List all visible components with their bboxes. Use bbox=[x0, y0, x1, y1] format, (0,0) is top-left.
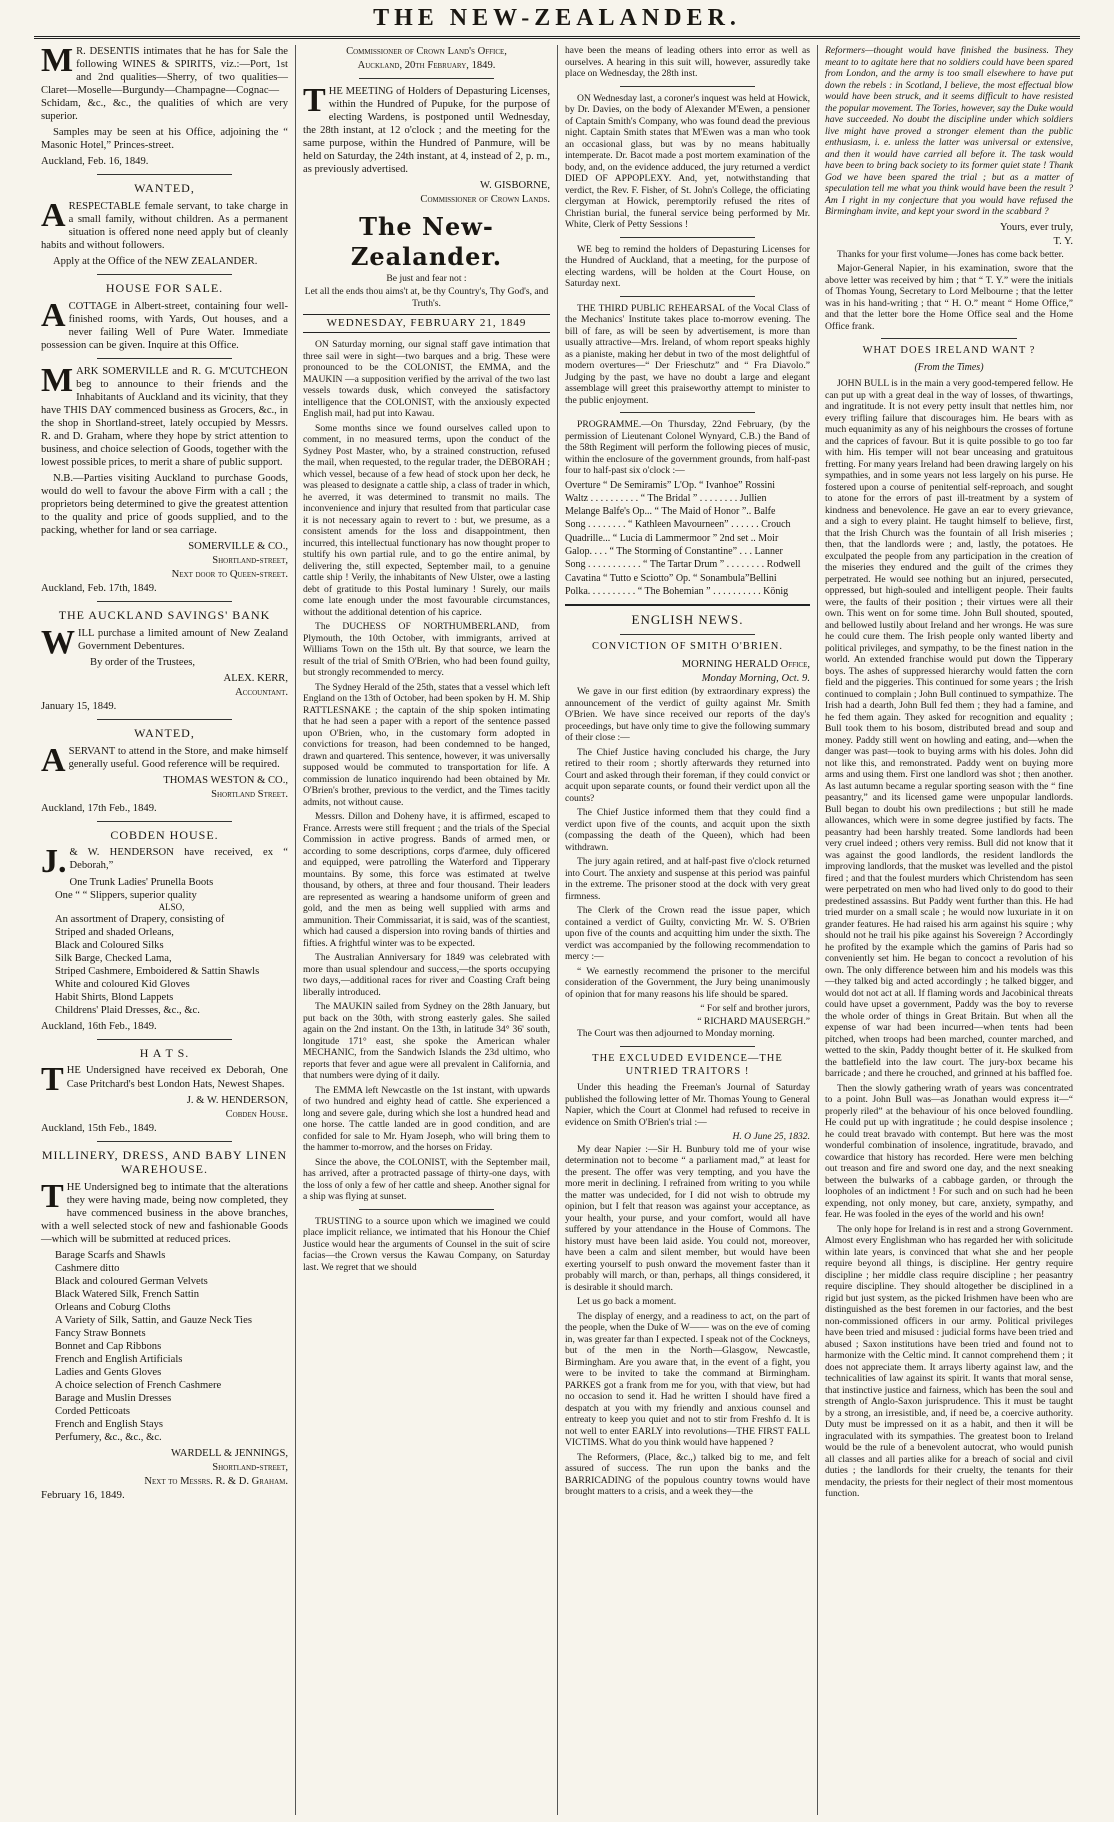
editorial-paragraph: The Sydney Herald of the 25th, states that a vessel which left England on the 13th of October, had been spoken by H. M. Ship RATTLESNAKE ; the captain of the ship spoken intimating that he had seen a paper with a report of the sentence passed upon O'Brien, who, in the customary form adopted in convictions for treason, had been condemned to be hanged, drawn and quartered. This sentence, however, it was universally supposed would be commuted to transportation for life. A commission de lunatico inquirendo had been obtained by Mr. O'Brien's brother, previous to the verdict, and the Times tacitly admits, not without cause. bbox=[303, 681, 550, 808]
ad-somerville bbox=[41, 361, 288, 469]
article-paragraph: The Reformers, (Place, &c.,) talked big to me, and felt assured of success. The run upon the banks and the BARRICADING of the populous country towns would have brought matters to a crisis, and a week they—the bbox=[565, 1451, 810, 1498]
list-item: Fancy Straw Bonnets bbox=[55, 1328, 146, 1340]
programme-item: Cavatina “ Tutto e Sciotto” Op. “ Sonambula”Bellini bbox=[565, 572, 777, 584]
editorial-paragraph: The MAUKIN sailed from Sydney on the 28th January, but put back on the 30th, with strong easterly gales. She sailed again on the 2nd instant. On the 13th, in latitude 34° 36' south, longitude 171° east, she spoke the American whaler MECHANIC, from the Sandwich Islands the 23d ultimo, who reports that fever and ague were all prevalent in California, and that numbers were dying of it daily. bbox=[303, 1001, 550, 1082]
paper-name: The New-Zealander. bbox=[350, 212, 503, 271]
ad-signature: Shortland-street, bbox=[212, 555, 288, 566]
ad-date: Auckland, 17th Feb., 1849. bbox=[41, 802, 157, 814]
list-item: Childrens' Plaid Dresses, &c., &c. bbox=[55, 1004, 200, 1016]
programme-item: Polka. . . . . . . . . . “ The Bohemian ” . . . . . . . . . . König bbox=[565, 585, 789, 597]
editorial-paragraph: Messrs. Dillon and Doheny have, it is affirmed, escaped to France. Arrests were still frequent ; and the trials of the Special Commission in active progress. Bands of armed men, or according to some descriptions, corps d'armee, duly officered and equipped, were patrolling the Waterford and Tipperary mountains. By some, this force was estimated at twelve thousand, by others, at three and four thousand. Their leaders are represented as wearing a handsome uniform of green and gold, and the men as being well supplied with arms and ammunition. Their Commissariat, it is said, was of the scantiest, which had caused a dispersion into roving bands of thirties and fifties. A frightful winter was to be expected. bbox=[303, 811, 550, 949]
ad-text: R. DESENTIS intimates that he has for Sale the following WINES & SPIRITS, viz.:—Port, 1st and 2nd qualities—Sherry, of two qualities—Claret—Moselle—Burgundy—Champagne—Cognac—Schidam, &c., &c., the qualities of which are very superior. bbox=[41, 46, 288, 123]
ad-signature: Accountant. bbox=[235, 686, 288, 698]
divider bbox=[881, 338, 1017, 339]
programme-item: Quadrille... “ Lucia di Lammermoor ” 2nd set .. Moir bbox=[565, 532, 779, 544]
programme-item: Waltz . . . . . . . . . . “ The Bridal ” . . . . . . . . Jullien bbox=[565, 492, 767, 504]
programme-item: Galop. . . . “ The Storming of Constantine” . . . Lanner bbox=[565, 545, 783, 557]
divider bbox=[97, 1039, 233, 1040]
list-item: An assortment of Drapery, consisting of bbox=[55, 913, 225, 925]
ad-text: HE Undersigned have received ex Deborah, One Case Pritchard's best London Hats, Newest Shapes. bbox=[66, 1065, 288, 1090]
ad-date: January 15, 1849. bbox=[41, 700, 117, 712]
notice-signature: Auckland, 20th February, 1849. bbox=[357, 60, 496, 72]
drop-cap: J. bbox=[41, 843, 67, 881]
editorial-paragraph: The DUCHESS OF NORTHUMBERLAND, from Plymouth, the 10th October, with immigrants, arrived at Williams Town on the 15th ult. By that source, we learn the result of the trial of Smith O'Brien, who had been found guilty, but strongly recommended to mercy. bbox=[303, 621, 550, 679]
divider bbox=[565, 604, 810, 606]
ad-date: Auckland, Feb. 17th, 1849. bbox=[41, 583, 157, 595]
column-2 bbox=[296, 45, 558, 1815]
ad-text: N.B.—Parties visiting Auckland to purchase Goods, would do well to favour the above Firm with a call ; the proprietors being determined to give the greatest attention to the quality and price of goods supplied, and to the packing, whether for land or sea carriage. bbox=[41, 472, 288, 536]
divider bbox=[620, 412, 755, 413]
article-paragraph: JOHN BULL is in the main a very good-tempered fellow. He can put up with a great deal in the way of losses, of thwartings, and ingratitude. It is not every petty insult that nettles him, nor every trifling failure that discourages him. He bears with as much equanimity as any of his neighbours the crosses of fortune and the caprices of favour. But it is quite possible to go too far with him. His temper will not bear unceasing and gratuitous fretting. For many years Ireland had been drawing largely on his sympathies, and in some years not less largely on his purse. He fostered upon a course of penitential self-reproach, and sought to atone for the errors of past ill-treatment by a system of kindness and benevolence. He gave an ear to every grievance, and a sigh to every plaint. He taught himself to believe, first, that the Irish Church was the fountain of all Irish miseries ; then, that the landlords were ; and, lastly, the potatoes. He exculpated the people from any participation in the creation of the miseries they endured and the guilt of the crimes they perpetrated. He would see nothing but an injured, persecuted, oppressed, but high-souled and intelligent people. Their faults were, the faults of their position ; their virtues were all their own. This went on for some time. John Bull shouted, spouted, and bellowed lustily about Ireland and her wrongs. He was sure he could cure them. The Irish people only wanted liberty and political privileges, and sympathy, to be the finest nation in the world. An extended franchise would put down the Tipperary boys. The ashes of suppressed hierarchy would fatten the corn field and the piggeries. This continued for some years ; the Irish continued to complain ; John Bull continued to sympathize. The Irish had a dearth, John Bull fed them ; they had a famine, and he fed them again. They asked for recognition and equality ; Bull took them to his bosom, distributed bread and soup and money. Paddy still went on howling and eating, and—when the danger was past—took to buying arms with his doles. John did not like this, and remonstrated. Paddy went on buying more arms and using them. First one landlord was shot ; then another. As last autumn became a regular sporting season with the “ fine peasantry,” and its licensed game were unpopular landlords. Bull began to doubt his own predilections ; but still he made allowances, which were in some degree justified by facts. The peasantry had been harshly treated. Some landlords had been very cruel indeed ; others very remiss. Bull did not know that it was against the good landlords, the resident landlords the improving landlords, that the musket was levelled and the pistol fired ; and that the foulest murders which Christendom has seen were perpetrated on men who had lived only to do good to their predestined assassins. But Paddy went further than this. He had tried murder on a small scale ; he would now luxuriate in it on grander features. He had raised his arm against his squire ; why should not he trail his pike against his Sovereign ? Accordingly he profited by the example which the gamins of Paris had so conveniently set him. He began to concoct a revolution of his own. The only difference between him and his models was this—they talked big and acted accordingly ; he talked bigger, and would dot not act at all. If flaming words and Jacobinical threats could have upset a government, Paddy was the boy to reverse the whole order of things in Great Britain. But when all the expense of war had been incurred—when tents had been pitched, when troops had been marched, counter marched, and wetted to the skin, Paddy thought better of it. He skulked from the battlefield into the law court. The jury-box became his barricade ; and there he crouched, and grinned at his baffled foe. bbox=[825, 378, 1073, 1080]
article-paragraph: Under this heading the Freeman's Journal of Saturday published the following letter of Mr. Thomas Young to General Napier, which the Court at Clonmel had refused to receive in evidence on Smith O'Brien's trial :— bbox=[565, 1082, 810, 1128]
motto-line: Be just and fear not : bbox=[386, 273, 467, 285]
ad-text: RESPECTABLE female servant, to take charge in a small family, without children. As a permanent situation is offered none need apply but of cleanly habits and without followers. bbox=[41, 200, 288, 251]
list-item: French and English Stays bbox=[55, 1419, 163, 1431]
editorial-paragraph: WE beg to remind the holders of Depasturing Licenses for the Hundred of Auckland, that a meeting, for the purpose of electing wardens, will be holden at the Court House, on Saturday next. bbox=[565, 243, 810, 289]
ad-signature: Next to Messrs. R. & D. Graham. bbox=[144, 1476, 288, 1488]
ad-signature: SOMERVILLE & CO., bbox=[188, 540, 288, 552]
column-4 bbox=[818, 45, 1080, 1815]
article-paragraph: The Chief Justice having concluded his charge, the Jury retired to their room ; shortly afterwards they returned into Court and asked through their foreman, if they could convict or acquit upon separate counts, or found their verdict upon all the counts? bbox=[565, 746, 810, 804]
ad-wanted-store bbox=[41, 741, 288, 779]
list-item: Silk Barge, Checked Lama, bbox=[55, 952, 172, 964]
divider bbox=[97, 358, 233, 359]
drop-cap: A bbox=[41, 296, 66, 334]
list-item: Barage Scarfs and Shawls bbox=[55, 1250, 166, 1262]
article-paragraph: Major-General Napier, in his examination, swore that the above letter was received by him ; that “ T. Y.” were the initials of Thomas Young, Secretary to Lord Melbourne ; that the letter was in his hand-writing ; that “ H. O.” meant “ Home Office,” and that the letter bore the Home Office seal and the Home Office frank. bbox=[825, 263, 1073, 332]
motto-line: Let all the ends thou aims't at, be thy Country's, Thy God's, and Truth's. bbox=[304, 286, 549, 309]
article-source: Monday Morning, Oct. 9. bbox=[701, 673, 810, 685]
ad-text: COTTAGE in Albert-street, containing four well-finished rooms, with Yards, Out houses, and a never failing Well of Pure Water. Immediate possession can be given. Inquire at this Office. bbox=[41, 300, 288, 351]
ad-heading: HOUSE FOR SALE. bbox=[105, 280, 224, 295]
ad-hats bbox=[41, 1061, 288, 1099]
list-item: Ladies and Gents Gloves bbox=[55, 1367, 162, 1379]
ad-signature: THOMAS WESTON & CO., bbox=[163, 774, 288, 786]
ad-heading: THE AUCKLAND SAVINGS' BANK bbox=[58, 608, 271, 623]
editorial-paragraph: TRUSTING to a source upon which we imagined we could place implicit reliance, we intimated that his Honour the Chief Justice would hear the arguments of Counsel in the suit of scire facias—the Crown versus the Kawau Company, on Saturday last. We regret that we should bbox=[303, 1215, 550, 1273]
column-1 bbox=[34, 45, 296, 1815]
ad-wanted-servant bbox=[41, 196, 288, 252]
divider bbox=[97, 274, 233, 275]
ad-signature: WARDELL & JENNINGS, bbox=[170, 1448, 288, 1460]
divider bbox=[620, 1046, 755, 1047]
article-paragraph: Reformers—thought would have finished the business. They meant to to agitate here that no soldiers could have been spared from London, and the army is too small elsewhere to have put down the rebels : in Scotland, I believe, the most effectual blow would have been struck, and it seems difficult to have resisted the popular movement. The Tories, however, say the Duke would have succeeded. No doubt the discipline under which soldiers live might have proved a stronger element than the public enthusiasm, i. e. unless the latter was universal or extensive, and then it would have carried all before it. The task would have been to bring back society to its former quiet state ! Thank God we have been spared the trial ; but as a matter of speculation tell me what you think would have been the result ? Am I right in my conjecture that you would have refused the Birmingham invite, and kept your sword in the scabbard ? bbox=[825, 45, 1073, 217]
programme-list bbox=[565, 480, 810, 599]
article-paragraph: The only hope for Ireland is in rest and a strong Government. Almost every Englishman who has regarded her with solicitude within late years, is convinced that what she and her people require beyond all things, is discipline. Her gentry require discipline ; her middle class require discipline ; her peasantry require discipline. They should altogether be disciplined in a rigid but just system, as the picked Irishmen have been who are distinguished as the best foremen in our factories, and the best non-commissioned officers in our army. Political privileges have been tried and misused : judicial forms have been tried and abused ; Saxon institutions have been tried and found not to harmonize with the Celtic mind. It cannot comprehend them ; it does not appreciate them. It arrays liberty against law, and the technicalities of law against its spirit. It wants that moral sense, that instinctive justice and fairness, which has been the soul and strength of Anglo-Saxon jurisprudence. This it must be taught by a strong, an irresistible, and, if need be, a coercive authority. Duty must be impressed on it as a habit, and then it will be ingraculated with its sympathies. The greatest boon to Ireland would be the rule of a benevolent autocrat, who would punish all classes and all parties alike for a breach of social and civil duties ; the landlords for their cruelty, the tenants for their mendacity, the priests for their neglect of their most momentous function. bbox=[825, 1223, 1073, 1500]
article-heading: THE EXCLUDED EVIDENCE—THE UNTRIED TRAITORS ! bbox=[592, 1052, 783, 1077]
article-paragraph: “ For self and brother jurors, bbox=[700, 1003, 810, 1015]
letter-date: H. O June 25, 1832. bbox=[732, 1131, 810, 1143]
ad-date: Auckland, Feb. 16, 1849. bbox=[41, 156, 149, 168]
millinery-item-list bbox=[55, 1249, 288, 1444]
ad-text: HE Undersigned beg to intimate that the alterations they were having made, being now completed, they have commenced business in the above branches, with a well selected stock of new and fashionable Goods—which will be submitted at reduced prices. bbox=[41, 1182, 288, 1246]
letter-closing: Yours, ever truly, bbox=[1000, 221, 1073, 233]
editorial-dateline: WEDNESDAY, FEBRUARY 21, 1849 bbox=[303, 314, 550, 334]
article-source: MORNING HERALD Office, bbox=[681, 659, 810, 671]
ad-heading: MILLINERY, DRESS, AND BABY LINEN WAREHOUSE. bbox=[41, 1147, 288, 1177]
ad-signature: Shortland Street. bbox=[211, 788, 288, 800]
list-item: French and English Artificials bbox=[55, 1354, 183, 1366]
list-item: Striped Cashmere, Emboidered & Sattin Shawls bbox=[55, 965, 260, 977]
ad-heading: COBDEN HOUSE. bbox=[110, 827, 219, 842]
editorial-paragraph: The Australian Anniversary for 1849 was celebrated with more than usual splendour and success,—the sports occupying two days,—additional races for river and Coasting Craft being liberally introduced. bbox=[303, 952, 550, 998]
divider bbox=[97, 1141, 233, 1142]
programme-item: Overture “ De Semiramis” L'Op. “ Ivanhoe” Rossini bbox=[565, 479, 776, 491]
masthead-title: THE NEW-ZEALANDER. bbox=[373, 5, 741, 31]
editorial-paragraph: ON Wednesday last, a coroner's inquest was held at Howick, by Dr. Davies, on the body of Alexander M'Ewen, a pensioner of Captain Smith's Company, who was found dead the previous night. Captain Smith states that M'Ewen was a man who took an occasional glass, but was by no means habitually intemperate. Dr. Bacot made a post mortem examination of the body, and, on the evidence adduced, the jury returned a verdict DIED OF APPOPLEXY. And, yet, notwithstanding that verdict, the Rev. F. Fisher, of St. John's College, the officiating clergyman at Howick, peremptorily refused the rites of Christian burial, the funeral service being performed by Mr. White, Clerk of Petty Sessions ! bbox=[565, 92, 810, 230]
ad-signature: Next door to Queen-street. bbox=[171, 569, 288, 581]
list-item: White and coloured Kid Gloves bbox=[55, 978, 190, 990]
ad-date: Auckland, 15th Feb., 1849. bbox=[41, 1122, 157, 1134]
list-item: Perfumery, &c., &c., &c. bbox=[55, 1432, 162, 1444]
divider bbox=[97, 719, 233, 720]
list-item: Orleans and Coburg Cloths bbox=[55, 1302, 171, 1314]
ad-heading: WANTED, bbox=[134, 725, 195, 740]
editorial-paragraph: The EMMA left Newcastle on the 1st instant, with upwards of two hundred and eighty head of cattle. She experienced a long and severe gale, during which she lost a hundred head and one horse. The cattle landed are in good condition, and are confided for sale to Mr. Hyam Joseph, who will bring them to the hammer to-morrow, and the horses on Friday. bbox=[303, 1084, 550, 1154]
divider bbox=[97, 174, 233, 175]
list-item: One “ “ Slippers, superior quality bbox=[55, 889, 197, 901]
notice-signature: Commissioner of Crown Lands. bbox=[420, 194, 550, 206]
drop-cap: A bbox=[41, 196, 66, 234]
programme-item: Melange Balfe's Op... “ The Maid of Honor ”.. Balfe bbox=[565, 506, 776, 518]
list-item: Black and Coloured Silks bbox=[55, 939, 164, 951]
article-paragraph: The Clerk of the Crown read the issue paper, which contained a verdict of Guilty, convicting Mr. W. S. O'Brien upon five of the counts and acquitting him under the sixth. The verdict was accompanied by the following recommendation to mercy :— bbox=[565, 905, 810, 963]
divider bbox=[620, 296, 755, 297]
article-heading: CONVICTION OF SMITH O'BRIEN. bbox=[592, 641, 783, 653]
editorial-paragraph: have been the means of leading others into error as well as ourselves. A hearing in this suit will, however, assuredly take place on Wednesday, the 28th inst. bbox=[565, 45, 810, 79]
notice-signature: Commissioner of Crown Land's Office, bbox=[346, 46, 507, 57]
list-item: Bonnet and Cap Ribbons bbox=[55, 1341, 162, 1353]
article-paragraph: Let us go back a moment. bbox=[577, 1296, 677, 1308]
list-item: Striped and shaded Orleans, bbox=[55, 926, 174, 938]
article-paragraph: The Court was then adjourned to Monday morning. bbox=[577, 1028, 775, 1040]
ad-text: SERVANT to attend in the Store, and make himself generally useful. Good reference will be required. bbox=[68, 745, 288, 770]
list-item: A choice selection of French Cashmere bbox=[55, 1380, 222, 1392]
ad-text: Apply at the Office of the NEW ZEALANDER. bbox=[53, 255, 258, 267]
article-paragraph: “ We earnestly recommend the prisoner to the merciful consideration of the Government, the Jury being unanimously of opinion that for many reasons his life should be spared. bbox=[565, 965, 810, 1000]
drop-cap: M bbox=[41, 45, 74, 79]
ad-date: Auckland, 16th Feb., 1849. bbox=[41, 1020, 157, 1032]
divider bbox=[620, 634, 755, 635]
programme-item: Song . . . . . . . . . . . “ The Tartar Drum ” . . . . . . . . Rodwell bbox=[565, 559, 801, 571]
divider bbox=[620, 237, 755, 238]
drop-cap: A bbox=[41, 741, 66, 779]
letter-signature: T. Y. bbox=[1053, 235, 1073, 247]
notice-text: HE MEETING of Holders of Depasturing Licenses, within the Hundred of Pupuke, for the purpose of electing Wardens, is postponed until Wednesday, the 28th instant, at 12 o'clock ; and the meeting for the same purpose, within the Hundred of Panmure, will be held on Saturday, the 24th instant, at 4, instead of 2, p. m., as previously advertised. bbox=[303, 86, 550, 176]
article-paragraph: The jury again retired, and at half-past five o'clock returned into Court. The anxiety and suspense at this period was painful in the extreme. The prisoner stood at the dock with very great firmness. bbox=[565, 856, 810, 902]
editorial-paragraph: THE THIRD PUBLIC REHEARSAL of the Vocal Class of the Mechanics' Institute takes place to-morrow evening. The bill of fare, as will be seen by advertisement, is more than usually attractive—Mrs. Ireland, of whom report speaks highly as a pianiste, making her debut in two of the most delightful of modern overtures—“ Der Frieschutz” and “ Fra Diavolo.” Judging by the past, we have no doubt a large and elegant assemblage will greet this praiseworthy attempt to minister to the public enjoyment. bbox=[565, 302, 810, 406]
article-paragraph: The Chief Justice informed them that they could find a verdict upon five of the counts, and acquit upon the sixth (compassing the death of the Queen), which had been withdrawn. bbox=[565, 807, 810, 853]
list-item: Habit Shirts, Blond Lappets bbox=[55, 991, 174, 1003]
list-item: ALSO, bbox=[158, 901, 185, 912]
programme-item: Song . . . . . . . . “ Kathleen Mavourneen” . . . . . . Crouch bbox=[565, 519, 791, 531]
article-paragraph: Then the slowly gathering wrath of years was concentrated to a point. John Bull was—as Jonathan would express it—“ properly riled” at the behaviour of his once beloved foundling. He could put up with ingratitude ; he could despise insolence ; he could treat bravado with contempt. But here was the most wonderful combination of insolence, ingratitude, bravado, and cowardice that history has recorded. Here were men belching out treason and fire and sword one day, and the next sneaking between the bulwarks of a cabbage garden, or through the loopholes of an indictment ! For such and on such had he been expending, not only money, but care, anxiety, sympathy, and fear. He was fooled in the eyes of the world and his own! bbox=[825, 1082, 1073, 1221]
article-heading: WHAT DOES IRELAND WANT ? bbox=[862, 345, 1036, 357]
article-paragraph: My dear Napier :—Sir H. Bunbury told me of your wise determination not to become “ a parliament mad,” at least for the present. The offer was very tempting, and you have the more merit in declining. I refrained from writing to you while the matter was undecided, for I did not wish to obtrude my opinion, but I felt that reason was against your acceptance, as your health, your purse, and your comfort, would all have suffered by your attendance in the House of Commons. The history must have been laid aside. You could not, moreover, have been a calm and silent member, but would have been exerting yourself to push onward the movement faster than it probably will march, or than, perhaps, all things considered, it is desirable it should march. bbox=[565, 1143, 810, 1293]
section-heading: ENGLISH NEWS. bbox=[631, 612, 744, 628]
list-item: Cashmere ditto bbox=[55, 1263, 120, 1275]
ad-date: February 16, 1849. bbox=[41, 1489, 125, 1502]
ad-savings-bank bbox=[41, 623, 288, 661]
article-paragraph: Thanks for your first volume—Jones has come back better. bbox=[837, 248, 1064, 260]
ad-cobden bbox=[41, 843, 288, 881]
list-item: Barage and Muslin Dresses bbox=[55, 1393, 172, 1405]
divider bbox=[359, 78, 495, 79]
drop-cap: T bbox=[41, 1178, 64, 1216]
ad-house bbox=[41, 296, 288, 352]
article-source: (From the Times) bbox=[914, 361, 984, 373]
drop-cap: M bbox=[41, 361, 74, 399]
ad-text: Samples may be seen at his Office, adjoining the “ Masonic Hotel,” Princes-street. bbox=[41, 127, 288, 152]
divider bbox=[97, 821, 233, 822]
notice-meeting bbox=[303, 82, 550, 176]
ad-signature: J. & W. HENDERSON, bbox=[186, 1094, 288, 1106]
ad-text: ARK SOMERVILLE and R. G. M'CUTCHEON beg to announce to their friends and the Inhabitants of Auckland and its vicinity, that they have THIS DAY commenced business as Grocers, &c., in the shop in Shortland-street, lately occupied by Messrs. R. and D. Graham, where they hope by strict attention to business, and choice selection of Goods, together with the lowest possible prices, to merit a share of public support. bbox=[41, 365, 288, 468]
ad-heading: H A T S. bbox=[139, 1045, 190, 1060]
divider bbox=[620, 86, 755, 87]
ad-millinery bbox=[41, 1178, 288, 1246]
editorial-paragraph: Since the above, the COLONIST, with the September mail, has arrived, after a protracted passage of thirty-one days, with the loss of only a few of her cattle and sheep. Another signal for a ship was flying at sunset. bbox=[303, 1156, 550, 1203]
drop-cap: T bbox=[41, 1061, 64, 1099]
ad-text: & W. HENDERSON have received, ex “ Deborah,” bbox=[69, 847, 288, 872]
ad-heading: WANTED, bbox=[134, 181, 195, 196]
list-item: Corded Petticoats bbox=[55, 1406, 131, 1418]
article-paragraph: The display of energy, and a readiness to act, on the part of the people, when the Duke of W—— was on the eve of coming in, was greater far than I expected. I speak not of the Cockneys, but of the men in the North—Glasgow, Newcastle, Birmingham. Are you aware that, in the event of a fight, you were to be invited to take the command at Birmingham. PARKES got a frank from me for you, with that view, but had no occasion to send it. Had he written I should have fired a despatch at you with my friendly and anxious counsel and entreaty to keep you quiet and not to stir from Freshfo d. It is not well to enter EARLY into revolutions—THE FIRST FALL VICTIMS. What do you think would have happened ? bbox=[565, 1310, 810, 1449]
ad-text: By order of the Trustees, bbox=[90, 656, 196, 668]
programme-intro: PROGRAMME.—On Thursday, 22nd February, (by the permission of Lieutenant Colonel Wynyard, C.B.) the Band of the 58th Regiment will perform the following pieces of music, within the enclosure of the government grounds, from half-past four to half-past six o'clock :— bbox=[565, 419, 810, 476]
cobden-item-list bbox=[55, 876, 288, 1017]
notice-signature: W. GISBORNE, bbox=[480, 180, 550, 192]
editorial-paragraph: Some months since we found ourselves called upon to comment, in no measured terms, upon the conduct of the Sydney Post Master, who, by a strained construction, refused the mail, when requested, to the regular trader, the DEBORAH ; which vessel, because of a few head of stock upon her deck, he was pleased to designate a cattle ship, a class of trader in which, he averred, it was determined to transmit no mails. The inconvenience and injury that resulted from that particular case it is not necessary again to revert to : but, we presume, as a consistent amends for the loss and disappointment, then incurred, this intellectual functionary has now thought proper to stultify his own partial rule, and to go the entire animal, by delivering the, still expected, September mail, to a genuine cattle ship ! Verily, the inhabitants of New Ulster, owe a lasting debt of gratitude to this Postal luminary ! Surely, our mails come late enough under the most favourable circumstances, without the additional detention of his caprice. bbox=[303, 422, 550, 618]
drop-cap: W bbox=[41, 623, 75, 661]
article-paragraph: “ RICHARD MAUSERGH.” bbox=[697, 1015, 810, 1027]
list-item: Black Watered Silk, French Sattin bbox=[55, 1289, 199, 1301]
list-item: Black and coloured German Velvets bbox=[55, 1276, 208, 1288]
divider bbox=[97, 601, 233, 602]
columns bbox=[34, 45, 1080, 1815]
editorial-paragraph: ON Saturday morning, our signal staff gave intimation that three sail were in sight—two barques and a brig. These were pronounced to be the COLONIST, the EMMA, and the MAUKIN —a supposition verified by the arrival of the two last vessels towards dusk, which conveyed the satisfactory intelligence that the COLONIST, with the anxiously expected English mail, had put into Kawau. bbox=[303, 339, 550, 420]
ad-signature: Cobden House. bbox=[225, 1108, 288, 1120]
column-3 bbox=[558, 45, 818, 1815]
list-item: One Trunk Ladies' Prunella Boots bbox=[69, 876, 214, 888]
ad-signature: ALEX. KERR, bbox=[223, 672, 288, 684]
divider bbox=[359, 1209, 495, 1210]
ad-text: ILL purchase a limited amount of New Zealand Government Debentures. bbox=[78, 627, 288, 652]
masthead bbox=[34, 0, 1080, 39]
list-item: A Variety of Silk, Sattin, and Gauze Neck Ties bbox=[55, 1315, 252, 1327]
article-paragraph: We gave in our first edition (by extraordinary express) the announcement of the verdict of guilty against Mr. Smith O'Brien. We have since received our reports of the day's proceedings, but have only time to give the following summary of their close :— bbox=[565, 686, 810, 744]
drop-cap: T bbox=[303, 82, 326, 120]
editorial-nameplate bbox=[303, 212, 550, 271]
ad-signature: Shortland-street, bbox=[212, 1462, 288, 1474]
ad-desentis bbox=[41, 45, 288, 123]
